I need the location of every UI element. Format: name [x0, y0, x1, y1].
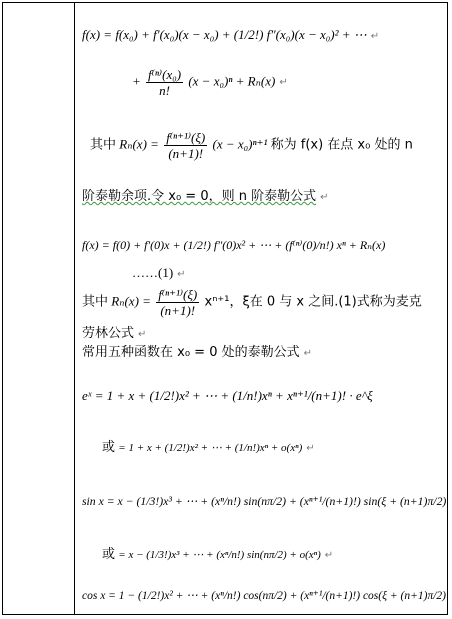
paragraph-mark: ↵ — [324, 550, 334, 561]
paragraph-mark: ↵ — [370, 31, 380, 42]
maclaurin-label-line — [132, 266, 186, 280]
taylor-fraction — [146, 68, 183, 97]
fraction-denominator: (n+1)! — [168, 146, 204, 161]
common-functions-intro — [82, 346, 312, 359]
mac-rem-fraction — [156, 288, 199, 317]
paragraph-mark: ↵ — [138, 329, 147, 340]
sin-formula-line — [82, 494, 446, 507]
mac-rem-text-2: 劳林公式 — [82, 326, 135, 341]
maclaurin-line — [82, 238, 385, 251]
mac-rem-prefix: 其中 — [82, 294, 109, 310]
remainder-line — [90, 131, 413, 160]
exp-or-line — [102, 440, 315, 454]
exp-or-formula: = 1 + x + (1/2!)x² + ⋯ + (1/n!)xⁿ + o(xⁿ) — [118, 442, 303, 454]
maclaurin-remainder-line — [82, 288, 422, 317]
paragraph-mark: ↵ — [320, 192, 329, 203]
remainder-text: 称为 f(x) 在点 x₀ 处的 n — [270, 137, 413, 153]
paragraph-mark: ↵ — [306, 443, 315, 454]
cos-formula-line — [82, 588, 446, 601]
table-left-column — [2, 2, 75, 615]
remainder-lhs: Rₙ(x) = — [119, 136, 159, 152]
sin-or-line — [102, 547, 333, 561]
taylor-formula-line-2: + $\frac{\text{f⁽ⁿ⁾(x₀)}}{n!}$ (x − x₀)ⁿ + Rₙ(x) ↵ — [132, 67, 288, 98]
sin-or-formula: = x − (1/3!)x³ + ⋯ + (xⁿ/n!) sin(nπ/2) + o(xⁿ) — [118, 549, 321, 561]
exp-formula: eˣ = 1 + x + (1/2!)x² + ⋯ + (1/n!)xⁿ + xⁿ⁺¹/(n+1)! · e^ξ — [82, 388, 373, 403]
or-label: 或 — [102, 547, 116, 562]
fraction-denominator: n! — [159, 83, 170, 98]
maclaurin-text-line-2 — [82, 327, 146, 340]
mac-rem-rest: xⁿ⁺¹，ξ在 0 与 x 之间.(1)式称为麦克 — [204, 294, 422, 310]
fraction-numerator: f⁽ⁿ⁺¹⁾(ξ) — [166, 130, 206, 145]
paragraph-mark: ↵ — [279, 77, 288, 89]
taylor-line1-text: f(x) = f(x₀) + f′(x₀)(x − x₀) + (1/2!) f″(x₀)(x − x₀)² + ⋯ — [82, 27, 367, 42]
cos-formula: cos x = 1 − (1/2!)x² + ⋯ + (xⁿ/n!) cos(nπ/2) + (xⁿ⁺¹/(n+1)!) cos(ξ + (n+1)π/2) — [82, 588, 446, 602]
exp-formula-line — [82, 389, 373, 402]
maclaurin-text: f(x) = f(0) + f′(0)x + (1/2!) f″(0)x² + ⋯ + (f⁽ⁿ⁾(0)/n!) xⁿ + Rₙ(x) — [82, 238, 386, 252]
remainder-text-line-2 — [82, 190, 329, 203]
mac-rem-lhs: Rₙ(x) = — [111, 293, 151, 309]
remainder-prefix: 其中 — [90, 137, 117, 153]
remainder-rest: (x − x₀)ⁿ⁺¹ — [212, 136, 268, 152]
or-label: 或 — [102, 440, 116, 455]
common-intro-text: 常用五种函数在 x₀ = 0 处的泰勒公式 — [82, 345, 300, 360]
taylor-line2-rest: (x − x₀)ⁿ + Rₙ(x) — [188, 73, 276, 89]
fraction-numerator: f⁽ⁿ⁾(x₀) — [148, 67, 182, 82]
paragraph-mark: ↵ — [177, 269, 186, 280]
fraction-denominator: (n+1)! — [160, 303, 196, 318]
paragraph-mark: ↵ — [303, 348, 312, 359]
taylor-formula-line-1 — [82, 28, 379, 42]
remainder-fraction — [164, 131, 207, 160]
sin-formula: sin x = x − (1/3!)x³ + ⋯ + (xⁿ/n!) sin(nπ/2) + (xⁿ⁺¹/(n+1)!) sin(ξ + (n+1)π/2) — [82, 494, 447, 508]
fraction-numerator: f⁽ⁿ⁺¹⁾(ξ) — [158, 287, 198, 302]
equation-label: ……(1) — [132, 265, 174, 280]
remainder-text-2: 阶泰勒余项.令 x₀ = 0，则 n 阶泰勒公式 — [82, 189, 317, 204]
